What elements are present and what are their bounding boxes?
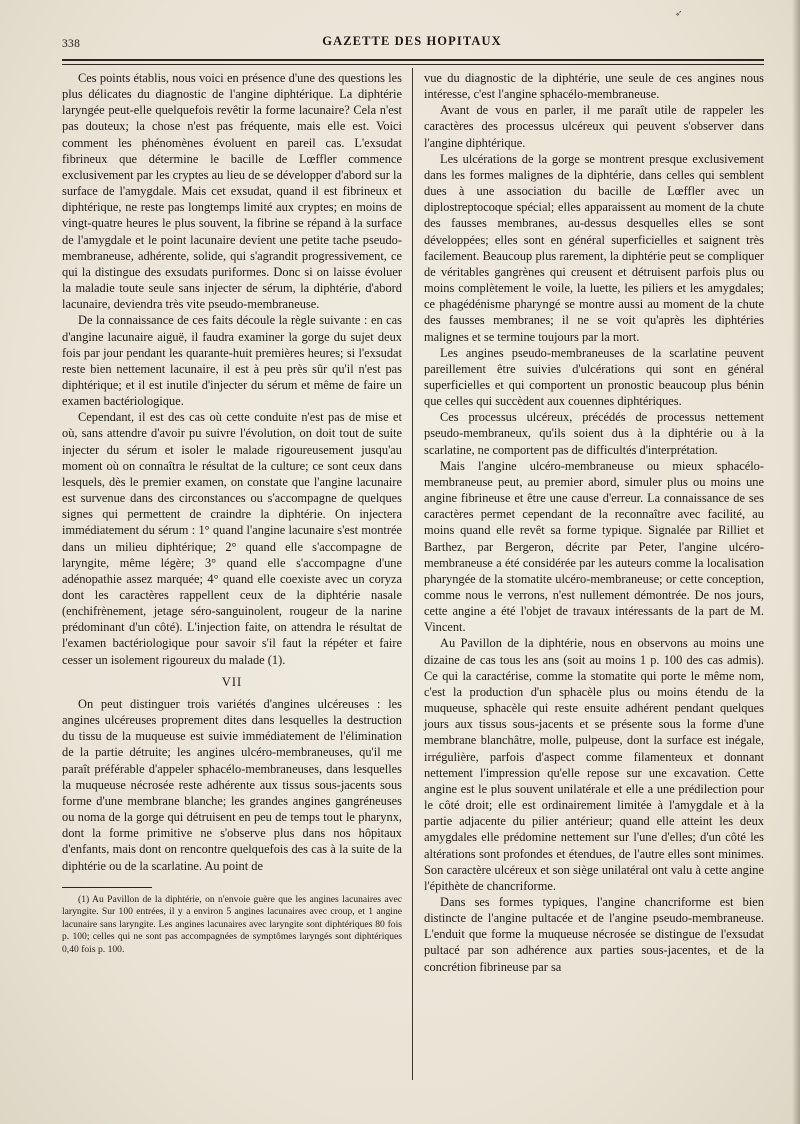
paragraph: De la connaissance de ces faits découle la règle suivante : en cas d'angine lacunaire aiguë, il faudra examiner la gorge du sujet deux fois par jour pendant les quarante-huit premières heures; si l'exsudat reste bien nettement lacunaire, il est à peu près sûr qu'il n'est pas diphtérique; et il est inutile d'injecter du sérum et même de faire un examen bactériologique. — [62, 313, 402, 409]
paragraph: Ces points établis, nous voici en présence d'une des questions les plus délicates du diagnostic de l'angine diphtérique. La diphtérie laryngée peut-elle quelquefois revêtir la forme lacunaire? Cela n'est pas douteux; la chose n'est pas fréquente, mais elle est. Voici comment les phénomènes évoluent en pareil cas. L'exsudat fibrineux que détermine le bacille de Lœffler commence exclusivement par les cryptes au lieu de se développer d'abord sur la surface de l'amygdale. Mais cet exsudat, quand il est fibrineux et diphtérique, ne reste pas longtemps limité aux cryptes; en moins de vingt-quatre heures le plus souvent, la fibrine se répand à la surface de l'amygdale et le point lacunaire devient une petite tache pseudo-membraneuse, adhérente, solide, qui s'agrandit progressivement, ce qui la distingue des exsudats puriformes. Donc si on laisse évoluer la maladie toute seule sans injecter de sérum, la diphtérie, d'abord lacunaire, deviendra très vite pseudo-membraneuse. — [62, 71, 402, 312]
paragraph: Cependant, il est des cas où cette conduite n'est pas de mise et où, sans attendre d'avoir pu suivre l'évolution, on doit tout de suite injecter du sérum et isoler le malade rigoureusement jusqu'au moment où on connaîtra le résultat de la culture; ce sont ceux dans lesquels, dès le premier examen, on constate que l'angine lacunaire est survenue dans des circonstances ou s'accompagne de quelques signes qui permettent de craindre la diphtérie. On injectera immédiatement du sérum : 1° quand l'angine lacunaire s'est montrée dans un milieu diphtérique; 2° quand elle s'accompagne de laryngite, même légère; 3° quand elle s'accompagne d'une adénopathie assez marquée; 4° quand elle coexiste avec un coryza dont les caractères rappellent ceux de la diphtérie nasale (enchifrènement, jetage séro-sanguinolent, rougeur de la narine prédominant d'un côté). L'injection faite, on attendra le résultat de l'examen bactériologique pour savoir s'il faut la répéter et faire cesser un isolement rigoureux du malade (1). — [62, 410, 402, 667]
paragraph: On peut distinguer trois variétés d'angines ulcéreuses : les angines ulcéreuses proprement dites dans lesquelles la destruction du tissu de la muqueuse est suivie immédiatement de l'élimination de la partie détruite; les angines ulcéro-membraneuses, qu'il me paraît préférable d'appeler sphacélo-membraneuses, dans lesquelles la muqueuse nécrosée reste adhérente aux tissus sous-jacents sous forme d'une membrane blanche; les grandes angines gangréneuses ou noma de la gorge qui détruisent en peu de temps tout le pharynx, dont la forme primitive ne s'observe plus dans nos hôpitaux d'enfants, mais dont on rencontre quelquefois des cas à la suite de la diphtérie ou de la scarlatine. Au point de — [62, 696, 402, 873]
paragraph: Ces processus ulcéreux, précédés de processus nettement pseudo-membraneux, qu'ils soient dus à la diphtérie ou à la scarlatine, ne comportent pas de difficultés d'interprétation. — [424, 410, 764, 457]
header-rule-thin — [62, 64, 764, 65]
paragraph: Au Pavillon de la diphtérie, nous en observons au moins une dizaine de cas tous les ans (soit au moins 1 p. 100 des cas admis). Ce qui la caractérise, comme la stomatite qui porte le même nom, c'est la production d'un sphacèle plus ou moins étendu de la muqueuse, sphacèle qui reste ensuite adhérent pendant quelques jours aux tissus sous-jacents et se présente sous la forme d'une membrane blanchâtre, molle, pulpeuse, dont la surface est inégale, irrégulière, parfois d'aspect comme filamenteux et donnant nettement l'impression qu'elle repose sur une excavation. Cette angine est le plus souvent unilatérale et elle a une prédilection pour le côté droit; elle est ordinairement limitée à l'amygdale et à la partie adjacente du pilier antérieur; quand elle atteint les deux amygdales elle prédomine nettement sur l'une d'elles; d'un côté les altérations sont profondes et étendues, de l'autre elles sont minimes. Son caractère ulcéreux et son siège unilatéral ont valu à cette angine l'épithète de chancriforme. — [424, 636, 764, 893]
paragraph: Dans ses formes typiques, l'angine chancriforme est bien distincte de l'angine pultacée et de l'angine pseudo-membraneuse. L'enduit que forme la muqueuse nécrosée se distingue de l'exsudat pultacé par son adhérence aux parties sous-jacentes, et de la concrétion fibrineuse par sa — [424, 894, 764, 974]
footnote: (1) Au Pavillon de la diphtérie, on n'envoie guère que les angines lacunaires avec laryngite. Sur 100 entrées, il y a environ 5 angines lacunaires avec croup, et 1 angine lacunaire sans laryngite. Les angines lacunaires avec laryngite sont diphtériques 80 fois p. 100; celles qui ne sont pas accompagnées de symptômes laryngés sont diphtériques 0,40 fois p. 100. — [62, 893, 402, 956]
ink-mark-icon: ➶ — [675, 8, 683, 18]
header-rule-thick — [62, 59, 764, 61]
paragraph: Avant de vous en parler, il me paraît utile de rappeler les caractères des processus ulcéreux qui peuvent s'observer dans l'angine diphtérique. — [424, 103, 764, 150]
left-column — [62, 70, 402, 957]
column-divider — [412, 68, 413, 1080]
page-header — [62, 34, 762, 56]
page-number: 338 — [62, 38, 81, 50]
paragraph: Les ulcérations de la gorge se montrent presque exclusivement dans les formes malignes de la diphtérie, dans celles qui semblent dues à une association du bacille de Lœffler avec un diplostreptocoque spécial; elles apparaissent au moment de la chute des fausses membranes, au-dessus desquelles elles se sont développées; elles sont en général superficielles et saignent très facilement. Beaucoup plus rarement, la diphtérie peut se compliquer de véritables gangrènes qui creusent et détruisent parfois plus ou moins complètement le voile, la luette, les piliers et les amygdales; ce phagédénisme pharyngé se montre aussi au moment de la chute des fausses membranes; il ne se voit qu'après les diphtéries malignes et se termine toujours par la mort. — [424, 151, 764, 344]
paragraph: Mais l'angine ulcéro-membraneuse ou mieux sphacélo-membraneuse peut, au premier abord, simuler plus ou moins une angine fibrineuse et être une cause d'erreur. La connaissance de ses caractères permet cependant de la reconnaître avec facilité, au moins quand elle revêt sa forme typique. Signalée par Rilliet et Barthez, par Bergeron, décrite par Peter, l'angine ulcéro-membraneuse a été considérée par les auteurs comme la localisation pharyngée de la stomatite ulcéro-membraneuse; or cette conception, comme nous le verrons, n'est nullement démontrée. De nos jours, cette angine a été l'objet de travaux intéressants de la part de M. Vincent. — [424, 458, 764, 635]
section-heading: VII — [221, 674, 243, 689]
right-column — [424, 70, 764, 975]
paragraph: vue du diagnostic de la diphtérie, une seule de ces angines nous intéresse, c'est l'angine sphacélo-membraneuse. — [424, 71, 764, 102]
page-edge-shadow — [792, 0, 800, 1124]
paragraph: Les angines pseudo-membraneuses de la scarlatine peuvent pareillement être suivies d'ulcérations qui sont en général superficielles et qui comportent un pronostic beaucoup plus bénin que celles qui succèdent aux couennes diphtériques. — [424, 345, 764, 409]
running-title: GAZETTE DES HOPITAUX — [322, 34, 502, 48]
footnote-rule — [62, 887, 152, 888]
